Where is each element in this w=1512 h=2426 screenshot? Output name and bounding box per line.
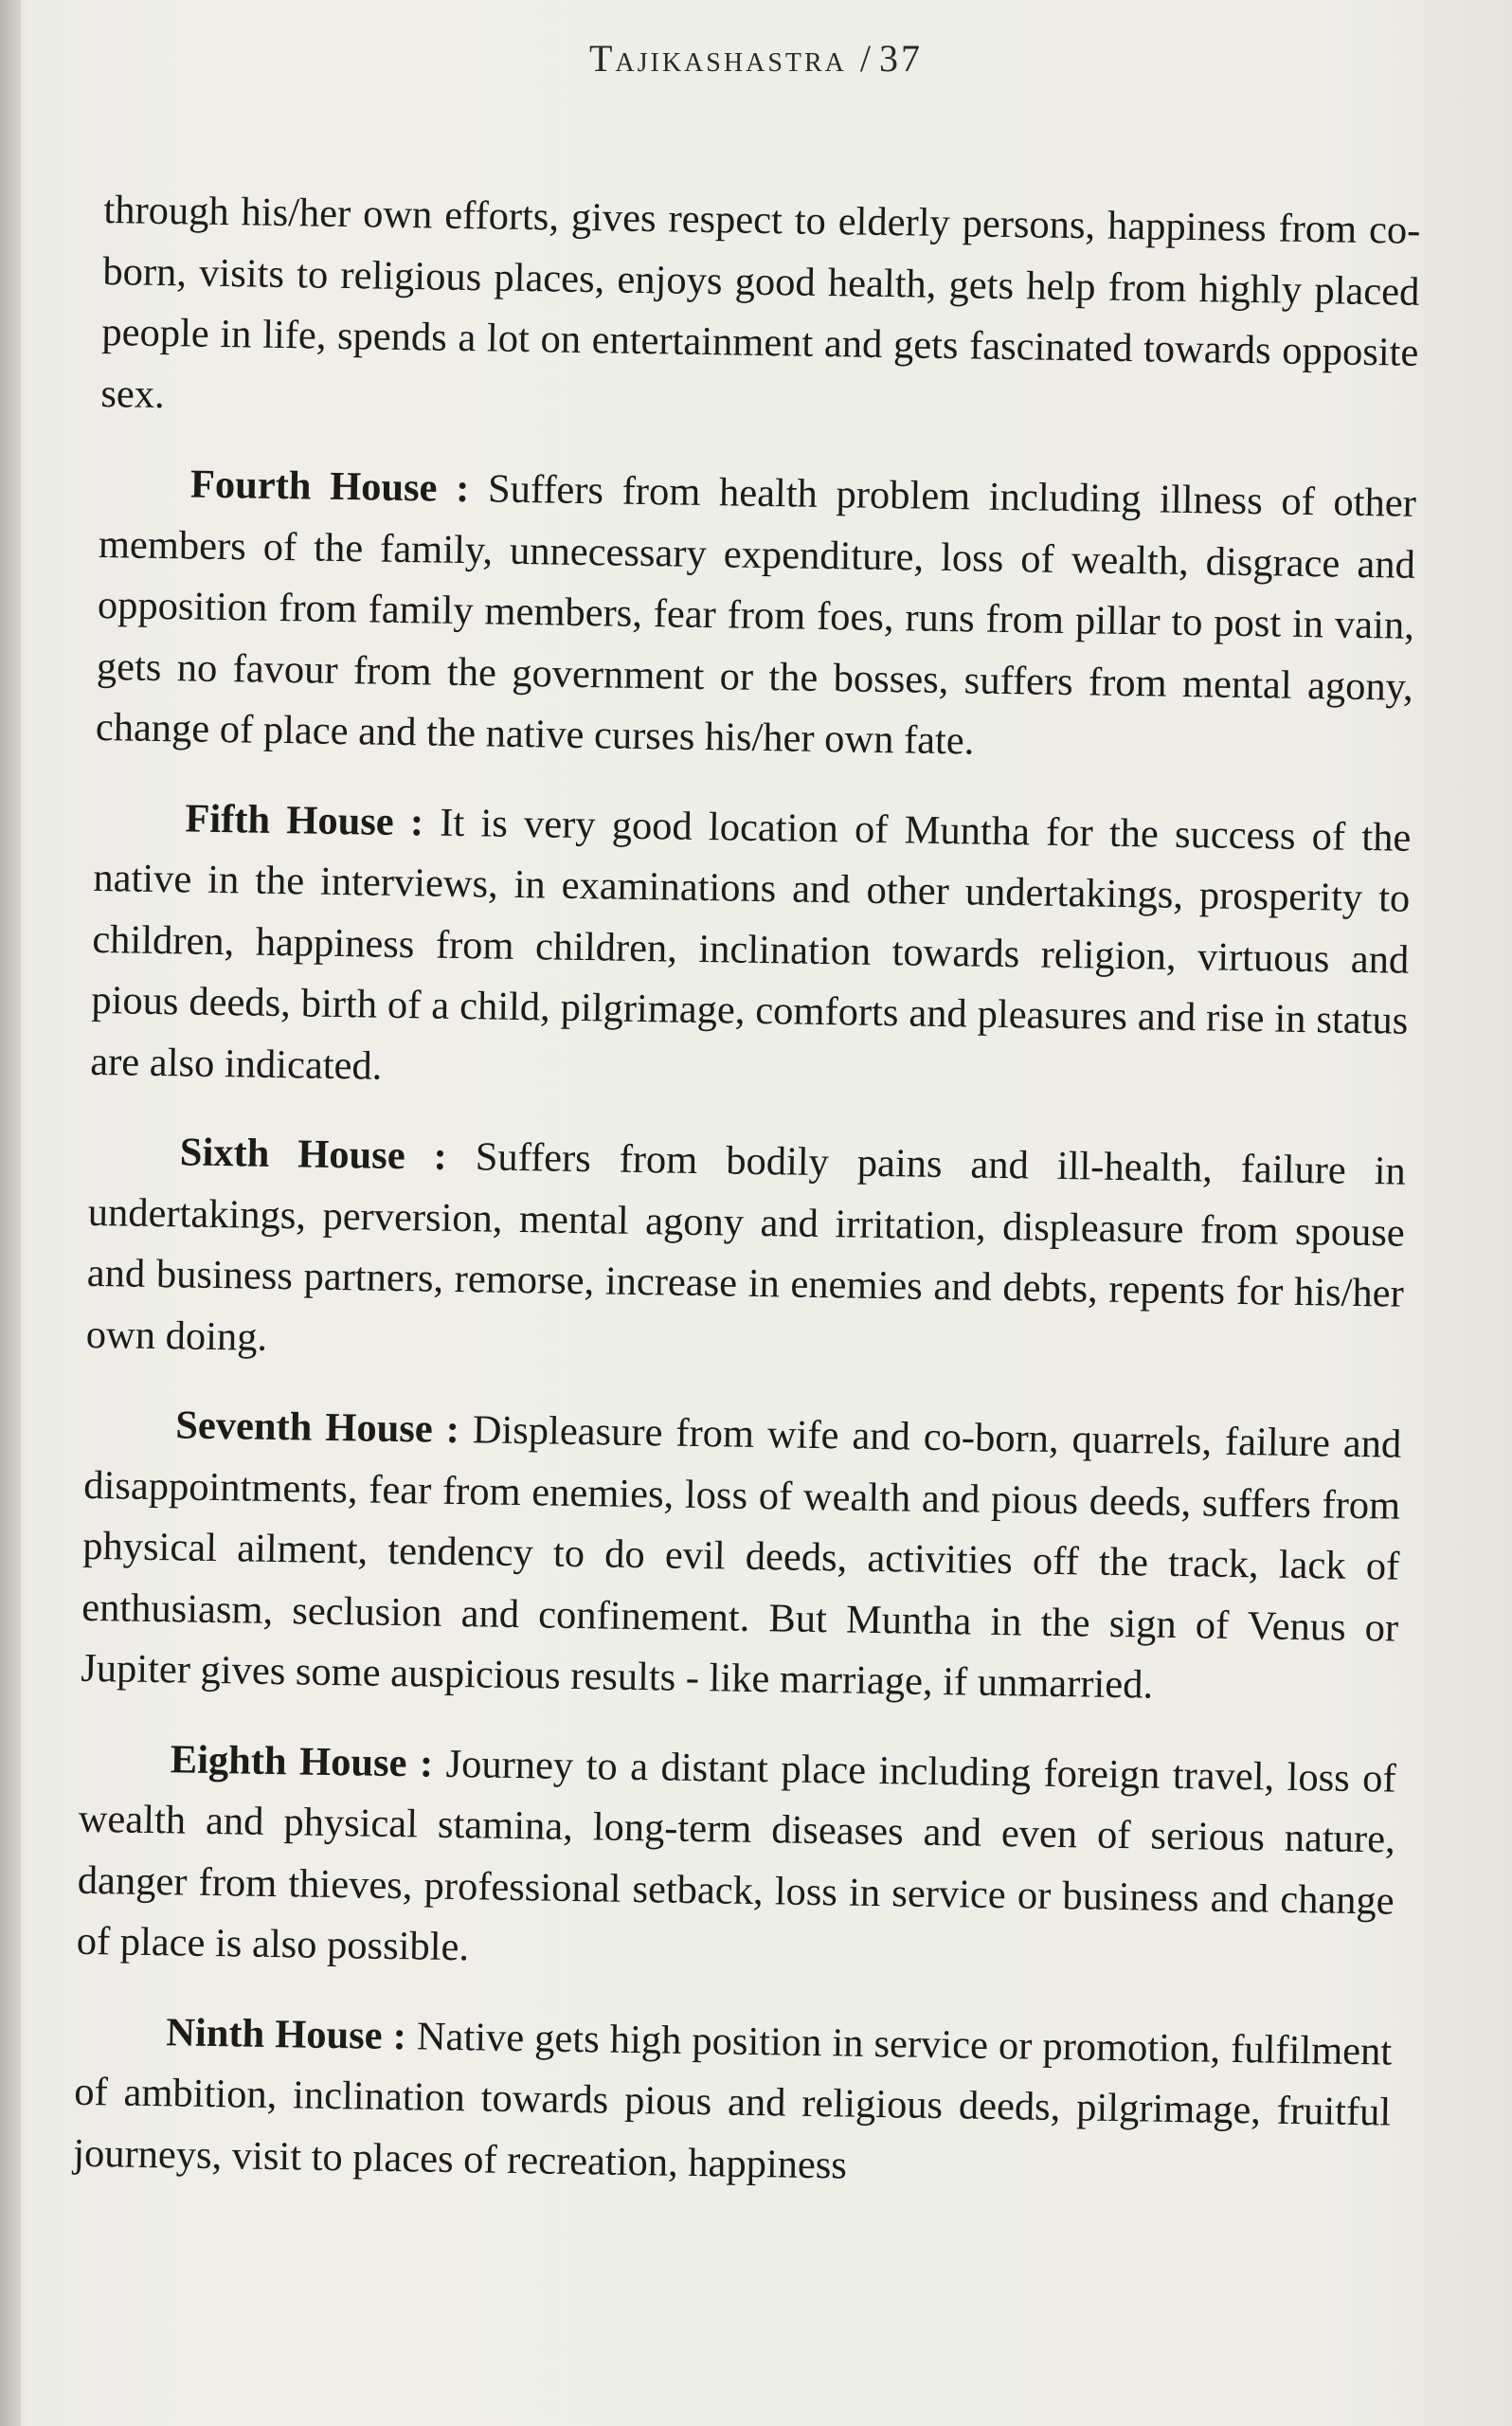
paragraph-text: Journey to a distant place including foreign travel, loss of wealth and physical stamina, long-term diseases and even of serious nature, danger from thieves, professional setback, loss in service or business and change of place is also possible. <box>76 1741 1397 1970</box>
paragraph-heading: Fifth House : <box>185 795 424 844</box>
paragraph-text: through his/her own efforts, gives respect to elderly persons, happiness from co-born, visits to religious places, enjoys good health, gets help from highly placed people in life, spends a lot on entertainment and gets fascinated towards opposite sex. <box>100 187 1421 417</box>
paragraph-sixth-house <box>85 1121 1406 1386</box>
paragraph-continuation <box>100 180 1421 445</box>
running-header-title: Tajikashastra <box>588 37 847 80</box>
paragraph-ninth-house <box>73 2001 1393 2204</box>
paragraph-fifth-house <box>90 787 1412 1113</box>
paragraph-text: Suffers from health problem including illness of other members of the family, unnecessary expenditure, loss of wealth, disgrace and opposition from family members, fear from foes, runs from pillar to post in vain, gets no favour from the government or the bosses, suffers from mental agony, change of place and the native curses his/her own fate. <box>95 466 1417 764</box>
page-gutter-shadow <box>0 0 21 2426</box>
paragraph-eighth-house <box>76 1728 1396 1993</box>
paragraph-seventh-house <box>81 1394 1402 1720</box>
paragraph-heading: Fourth House : <box>189 462 470 512</box>
paragraph-fourth-house <box>95 453 1416 779</box>
paragraph-heading: Seventh House : <box>175 1403 460 1453</box>
page-body <box>73 180 1421 2205</box>
paragraph-heading: Sixth House : <box>179 1130 448 1179</box>
running-header-separator: / <box>859 37 874 80</box>
page-number: 37 <box>879 37 924 80</box>
paragraph-text: Native gets high position in service or promotion, fulfilment of ambition, inclination towards pious and religious deeds, pilgrimage, fruitful journeys, visit to places of recreation, happiness <box>72 2013 1393 2188</box>
running-header <box>0 36 1512 81</box>
paragraph-text: It is very good location of Muntha for the success of the native in the interviews, in examinations and other undertakings, prosperity to children, happiness from children, inclination towards religion, virtuous and pious deeds, birth of a child, pilgrimage, comforts and pleasures and rise in status are also indicated. <box>90 800 1412 1089</box>
paragraph-text: Suffers from bodily pains and ill-health, failure in undertakings, perversion, mental agony and irritation, displeasure from spouse and business partners, remorse, increase in enemies and debts, repents for his/her own doing. <box>85 1134 1407 1360</box>
paragraph-text: Displeasure from wife and co-born, quarrels, failure and disappointments, fear from enemies, loss of wealth and pious deeds, suffers from physical ailment, tendency to do evil deeds, activities off the track, lack of enthusiasm, seclusion and confinement. But Muntha in the sign of Venus or Jupiter gives some auspicious results - like marriage, if unmarried. <box>80 1407 1402 1708</box>
paragraph-heading: Ninth House : <box>165 2009 407 2058</box>
paragraph-heading: Eighth House : <box>170 1736 434 1786</box>
